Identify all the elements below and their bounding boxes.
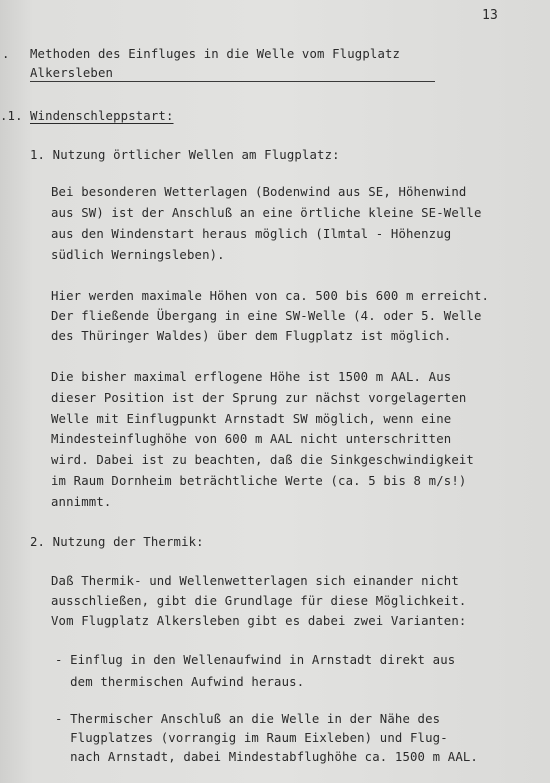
item-1-para-3-line-4: Mindesteinflughöhe von 600 m AAL nicht unterschritten [51,432,452,446]
section-title-underline [30,81,435,82]
item-2-para-1-line-2: ausschließen, gibt die Grundlage für diese Möglichkeit. [51,594,467,608]
item-1-para-3-line-3: Welle mit Einflugpunkt Arnstadt SW möglich, wenn eine [51,412,452,426]
item-2-bullet-1-line-2: dem thermischen Aufwind heraus. [55,675,305,689]
item-2-bullet-2-line-2: Flugplatzes (vorrangig im Raum Eixleben) und Flug- [55,731,448,745]
section-title-line-2: Alkersleben [30,66,114,80]
item-1-para-2-line-2: Der fließende Übergang in eine SW-Welle (4. oder 5. Welle [51,309,482,323]
item-1-para-2-line-1: Hier werden maximale Höhen von ca. 500 bis 600 m erreicht. [51,289,490,303]
subsection-title: Windenschleppstart: [30,109,174,123]
page-number: 13 [482,8,498,23]
item-1-para-3-line-5: wird. Dabei ist zu beachten, daß die Sinkgeschwindigkeit [51,453,474,467]
item-2-bullet-1-line-1: - Einflug in den Wellenaufwind in Arnstadt direkt aus [55,653,456,667]
item-2-para-1-line-3: Vom Flugplatz Alkersleben gibt es dabei zwei Varianten: [51,614,467,628]
item-1-para-1-line-3: aus den Windenstart heraus möglich (Ilmtal - Höhenzug [51,227,452,241]
item-1-para-3-line-7: annimmt. [51,495,112,509]
section-marker: . [2,47,10,61]
item-2-para-1-line-1: Daß Thermik- und Wellenwetterlagen sich einander nicht [51,574,459,588]
item-1-para-2-line-3: des Thüringer Waldes) über dem Flugplatz ist möglich. [51,329,452,343]
section-title-line-1: Methoden des Einfluges in die Welle vom Flugplatz [30,47,401,61]
item-2-bullet-2-line-1: - Thermischer Anschluß an die Welle in der Nähe des [55,712,441,726]
item-1-para-1-line-2: aus SW) ist der Anschluß an eine örtliche kleine SE-Welle [51,206,482,220]
item-1-para-1-line-1: Bei besonderen Wetterlagen (Bodenwind aus SE, Höhenwind [51,185,467,199]
item-2-bullet-2-line-3: nach Arnstadt, dabei Mindestabflughöhe ca. 1500 m AAL. [55,750,478,764]
item-1-para-3-line-6: im Raum Dornheim beträchtliche Werte (ca. 5 bis 8 m/s!) [51,474,467,488]
item-1-heading: 1. Nutzung örtlicher Wellen am Flugplatz: [30,148,340,162]
subsection-number: .1. [0,109,23,123]
item-1-para-3-line-2: dieser Position ist der Sprung zur nächst vorgelagerten [51,391,467,405]
item-2-heading: 2. Nutzung der Thermik: [30,535,204,549]
item-1-para-1-line-4: südlich Werningsleben). [51,248,225,262]
item-1-para-3-line-1: Die bisher maximal erflogene Höhe ist 1500 m AAL. Aus [51,370,452,384]
